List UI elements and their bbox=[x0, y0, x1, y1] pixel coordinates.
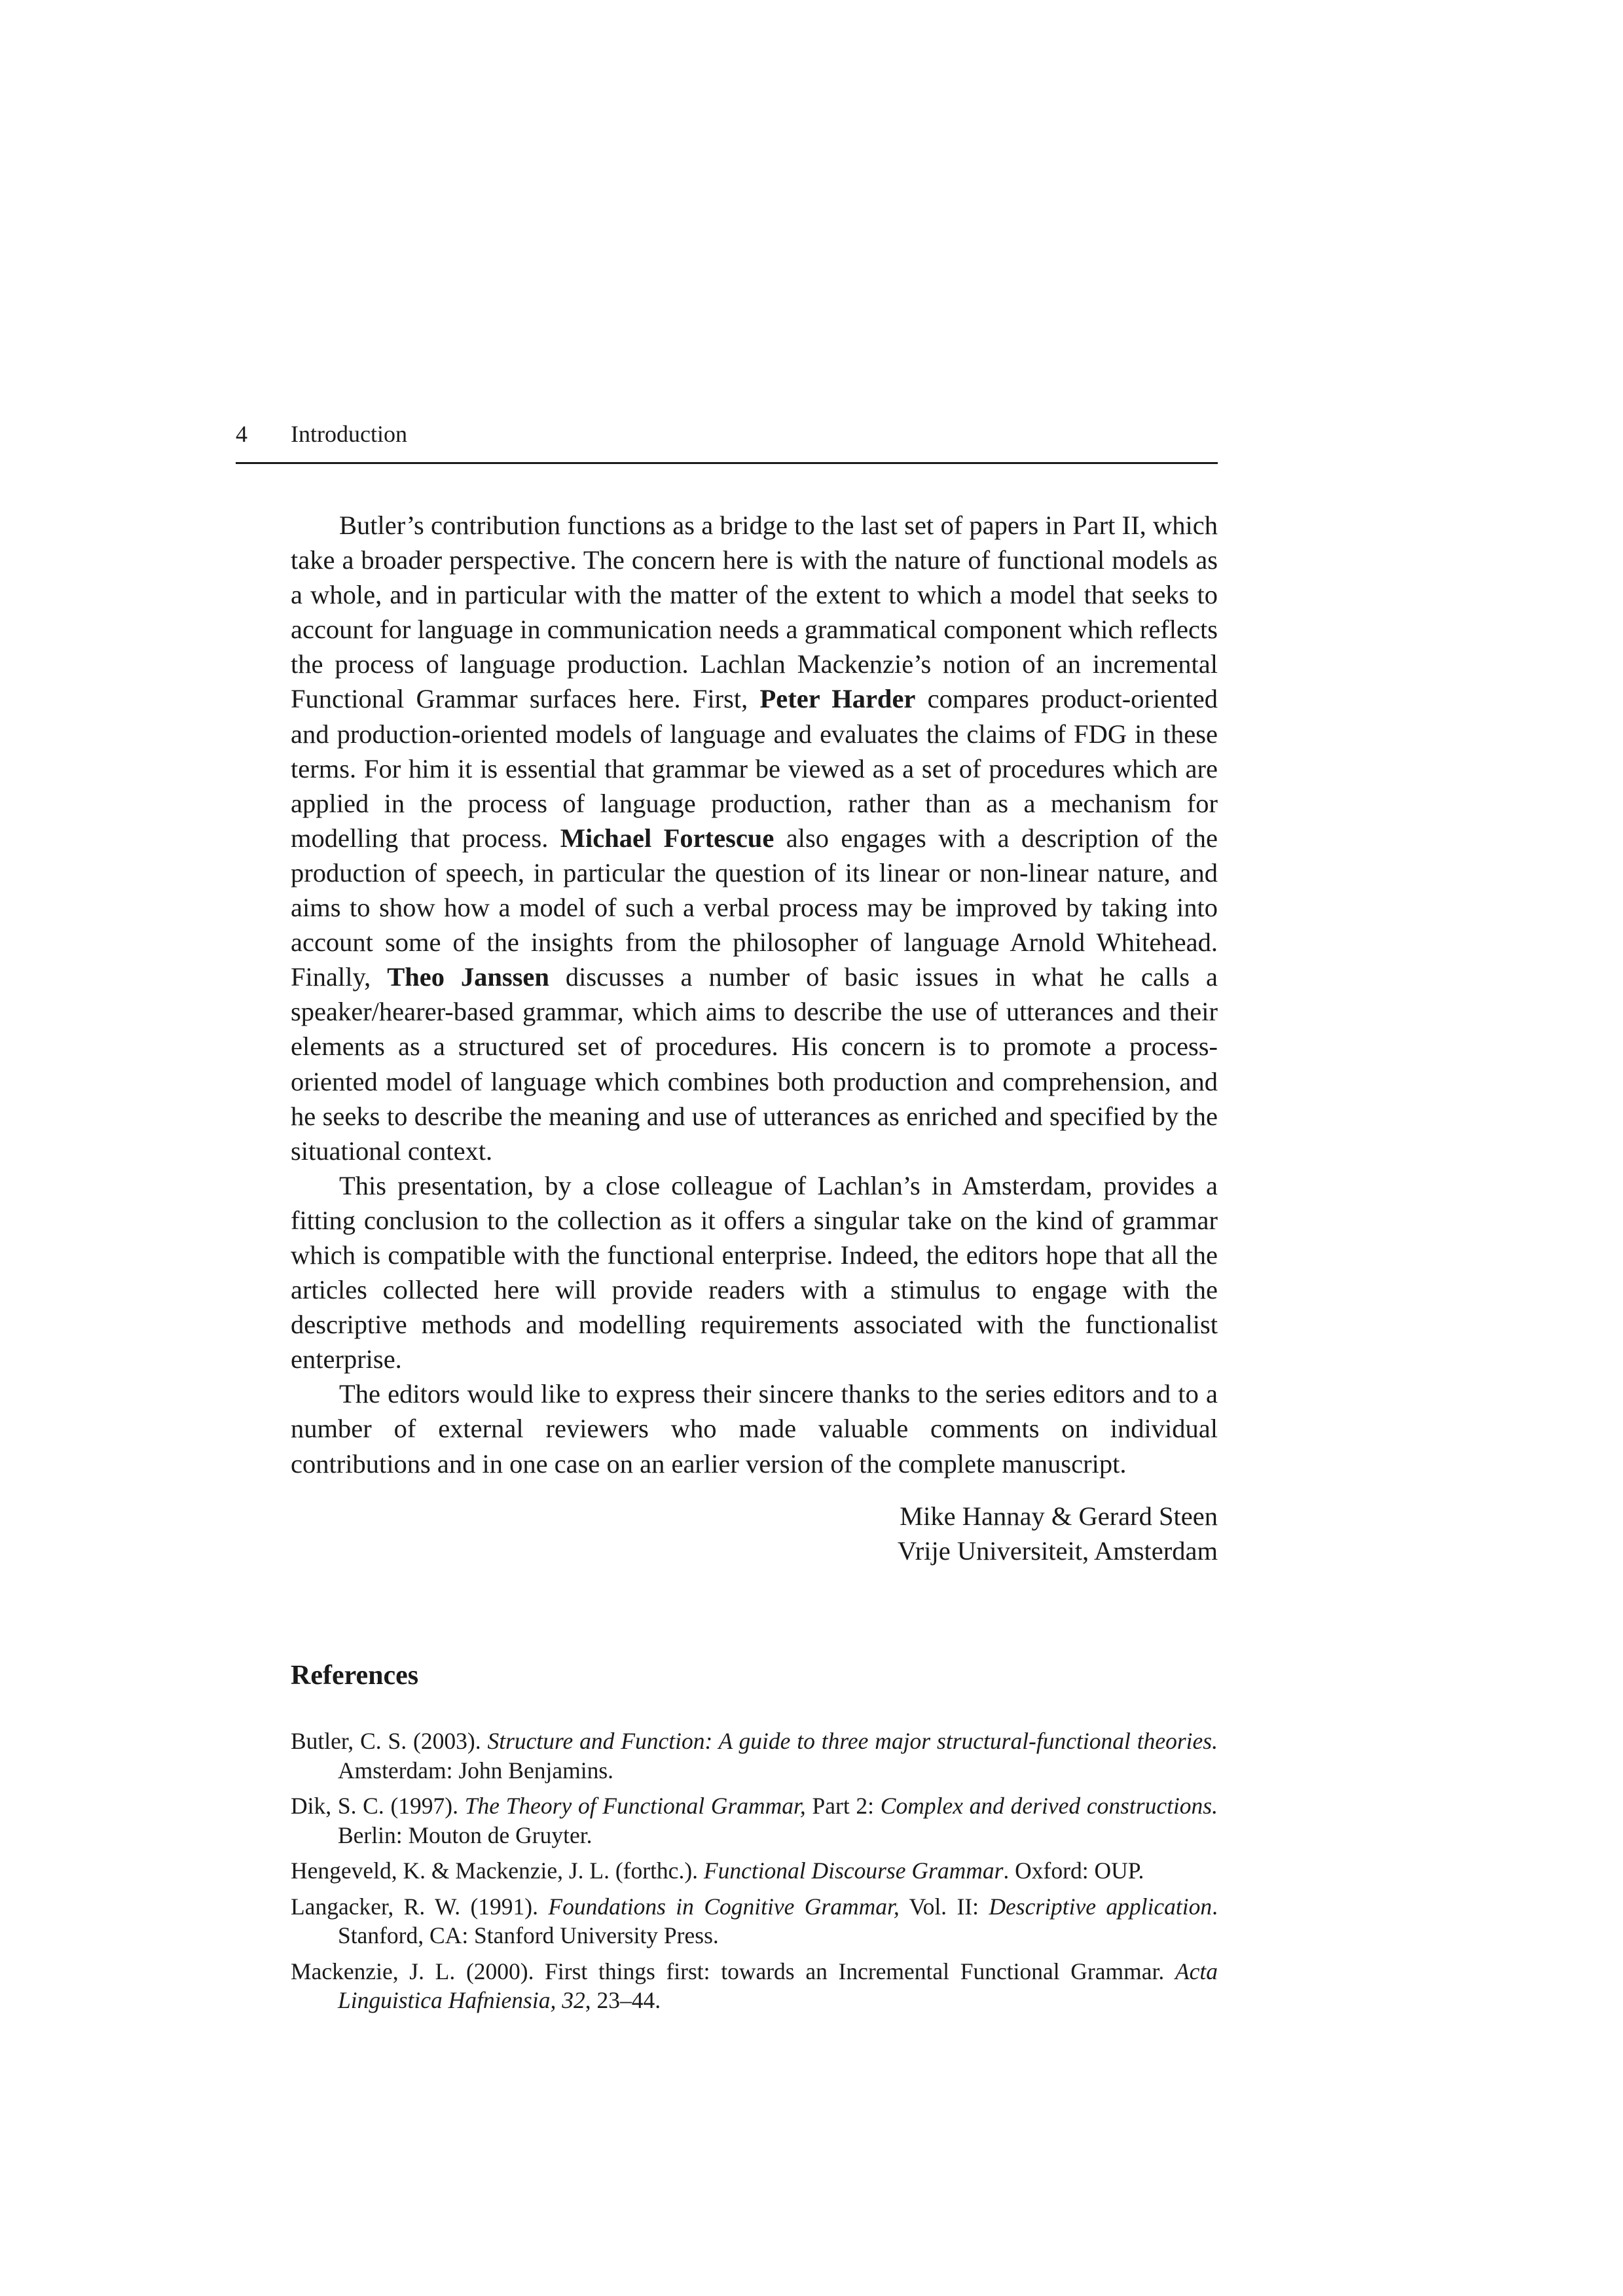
signature-affiliation: Vrije Universiteit, Amsterdam bbox=[897, 1536, 1218, 1566]
text-run: Hengeveld, K. & Mackenzie, J. L. (forthc.). bbox=[291, 1857, 704, 1884]
text-run: also engages with a description of the production of speech, in particular the question of its linear or non-linear nature, and aims to show how a model of such a verbal process may be improved by taking into account some of the insights from the philosopher of language Arnold Whitehead. Finally, bbox=[291, 823, 1218, 992]
italic-run: Complex and derived constructions. bbox=[880, 1793, 1218, 1819]
italic-run: The Theory of Functional Grammar, bbox=[464, 1793, 806, 1819]
author-name: Michael Fortescue bbox=[560, 823, 775, 853]
text-run: Amsterdam: John Benjamins. bbox=[338, 1757, 614, 1784]
reference-entry bbox=[291, 1791, 1218, 1850]
italic-run: Foundations in Cognitive Grammar, bbox=[548, 1893, 900, 1920]
text-run: Langacker, R. W. (1991). bbox=[291, 1893, 549, 1920]
paragraph bbox=[291, 1376, 1218, 1480]
text-run: This presentation, by a close colleague of Lachlan’s in Amsterdam, provides a fitting conclusion to the collection as it offers a singular take on the kind of grammar which is compatible with the functional enterprise. Indeed, the editors hope that all the articles collected here will provide readers with a stimulus to engage with the descriptive methods and modelling requirements associated with the functionalist enterprise. bbox=[291, 1170, 1218, 1374]
text-run: discusses a number of basic issues in what he calls a speaker/hearer-based grammar, which aims to describe the use of utterances and their elements as a structured set of procedures. His concern is to promote a process-oriented model of language which combines both production and comprehension, and he seeks to describe the meaning and use of utterances as enriched and specified by the situational context. bbox=[291, 962, 1218, 1166]
italic-run: Acta Linguistica Hafniensia, 32 bbox=[338, 1958, 1218, 2013]
reference-entry bbox=[291, 1727, 1218, 1785]
author-name: Theo Janssen bbox=[387, 962, 549, 992]
paragraph bbox=[291, 508, 1218, 1168]
text-run: Mackenzie, J. L. (2000). First things first: towards an Incremental Functional Grammar. bbox=[291, 1958, 1175, 1984]
body-text bbox=[291, 508, 1218, 1481]
text-run: . Stanford, CA: Stanford University Press. bbox=[338, 1893, 1218, 1948]
reference-entry bbox=[291, 1892, 1218, 1950]
signature-names: Mike Hannay & Gerard Steen bbox=[900, 1501, 1218, 1531]
reference-list bbox=[291, 1727, 1218, 2022]
text-run: The editors would like to express their sincere thanks to the series editors and to a number of external reviewers who made valuable comments on individual contributions and in one case on an earlier version of the complete manuscript. bbox=[291, 1379, 1218, 1479]
text-run: , 23–44. bbox=[585, 1987, 661, 2013]
text-run: . Oxford: OUP. bbox=[1003, 1857, 1144, 1884]
paragraph bbox=[291, 1168, 1218, 1377]
running-head-title: Introduction bbox=[291, 421, 407, 447]
italic-run: Descriptive application bbox=[989, 1893, 1213, 1920]
text-run: compares product-oriented and production-oriented models of language and evaluates the claims of FDG in these terms. For him it is essential that grammar be viewed as a set of procedures which are applied in the process of language production, rather than as a mechanism for modelling that process. bbox=[291, 684, 1218, 853]
page-number: 4 bbox=[236, 421, 247, 447]
text-run: Berlin: Mouton de Gruyter. bbox=[338, 1821, 593, 1848]
reference-entry bbox=[291, 1957, 1218, 2015]
text-run: Dik, S. C. (1997). bbox=[291, 1793, 465, 1819]
references-heading: References bbox=[291, 1660, 419, 1691]
running-head bbox=[236, 416, 1218, 464]
text-run: Butler’s contribution functions as a bridge to the last set of papers in Part II, which take a broader perspective. The concern here is with the nature of functional models as a whole, and in particular with the matter of the extent to which a model that seeks to account for language in communication needs a grammatical component which reflects the process of language production. Lachlan Mackenzie’s notion of an incremental Functional Grammar surfaces here. First, bbox=[291, 511, 1218, 714]
reference-entry bbox=[291, 1856, 1218, 1886]
author-name: Peter Harder bbox=[759, 684, 916, 714]
text-run: Butler, C. S. (2003). bbox=[291, 1728, 488, 1754]
signature-block bbox=[720, 1499, 1218, 1568]
text-run: Part 2: bbox=[805, 1793, 881, 1819]
italic-run: Structure and Function: A guide to three major structural-functional theories. bbox=[487, 1728, 1218, 1754]
text-run: Vol. II: bbox=[899, 1893, 989, 1920]
italic-run: Functional Discourse Grammar bbox=[703, 1857, 1004, 1884]
